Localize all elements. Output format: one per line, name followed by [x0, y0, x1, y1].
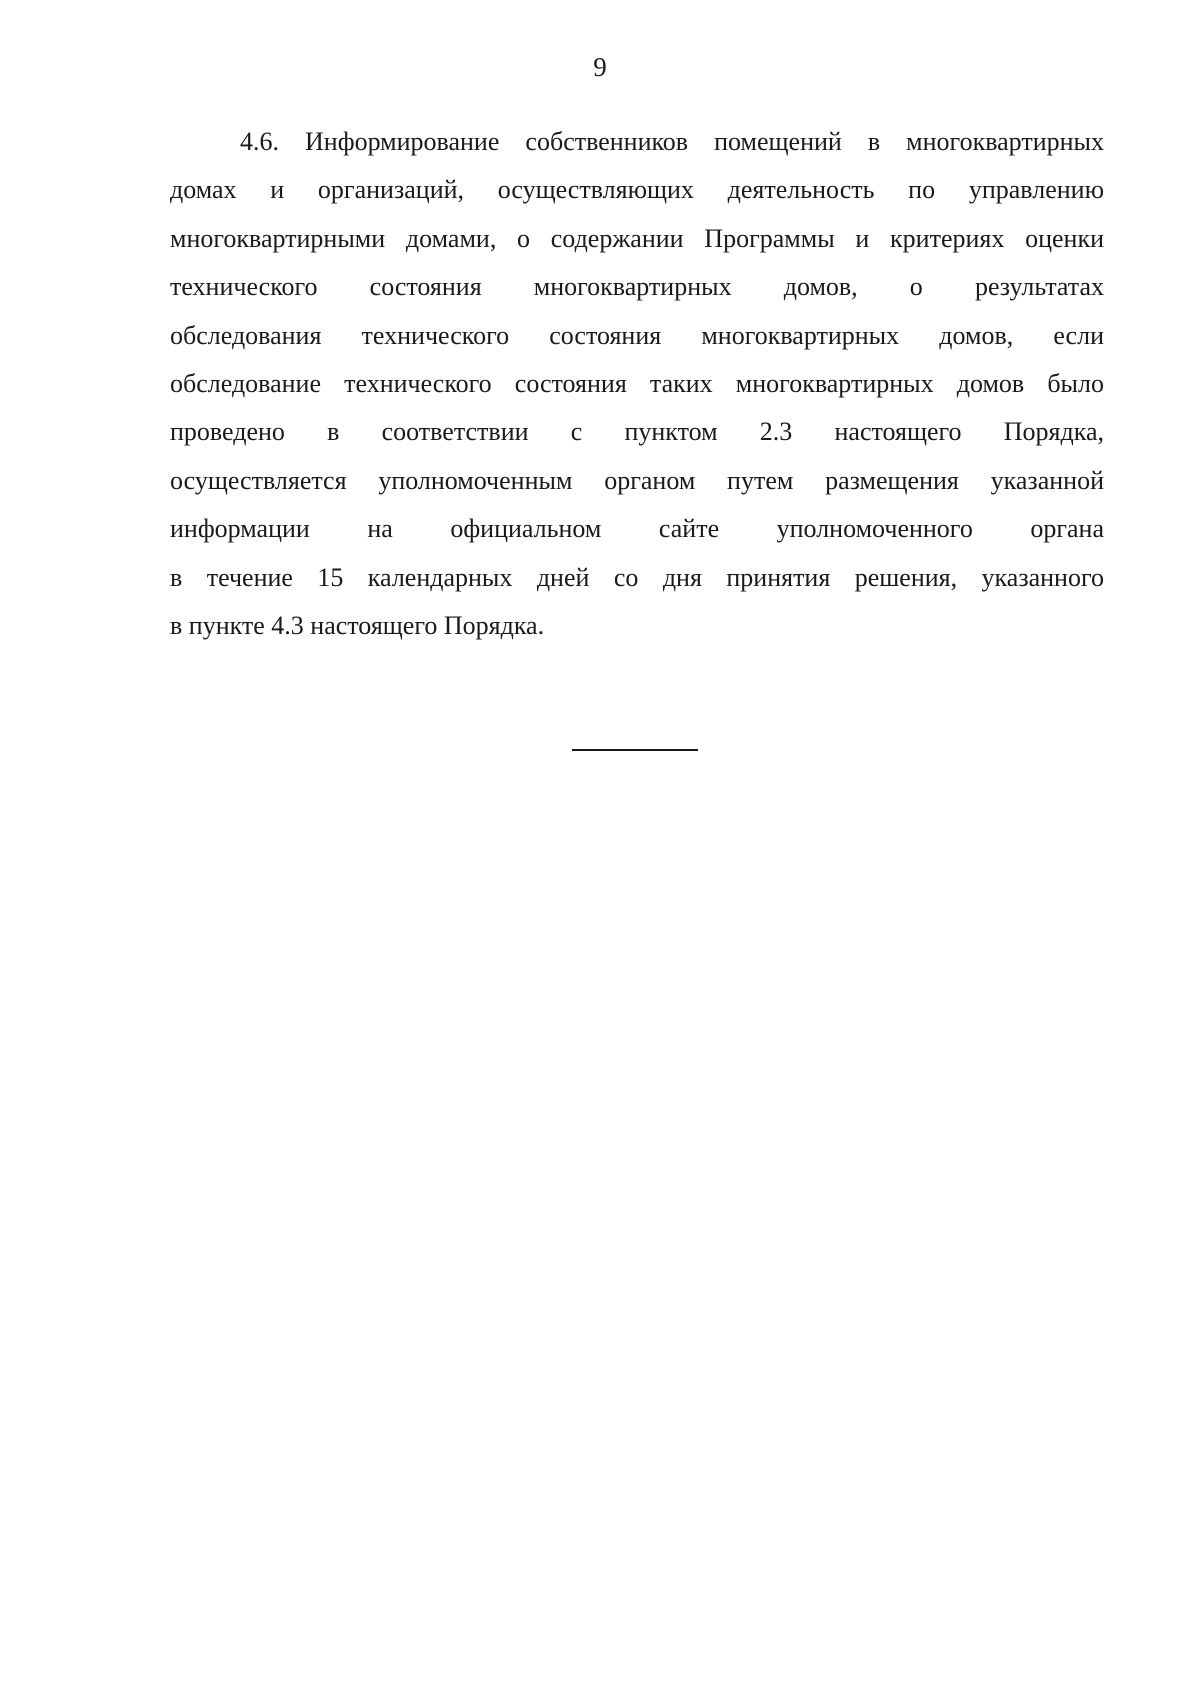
paragraph-line: осуществляется уполномоченным органом путем размещения указанной	[170, 465, 1104, 495]
paragraph-line: информации на официальном сайте уполномоченного органа	[170, 514, 1104, 544]
page-number: 9	[593, 52, 607, 82]
paragraph-line: обследования технического состояния многоквартирных домов, если	[170, 320, 1104, 350]
paragraph-line: 4.6. Информирование собственников помещений в многоквартирных	[240, 127, 1104, 156]
paragraph-line: домах и организаций, осуществляющих деятельность по управлению	[170, 175, 1104, 205]
paragraph-line: в пункте 4.3 настоящего Порядка.	[170, 610, 545, 640]
paragraph-line: в течение 15 календарных дней со дня принятия решения, указанного	[170, 562, 1104, 592]
closing-rule	[572, 749, 698, 751]
paragraph-line: проведено в соответствии с пунктом 2.3 настоящего Порядка,	[170, 417, 1104, 447]
paragraph-line: обследование технического состояния таких многоквартирных домов было	[170, 368, 1104, 398]
paragraph-line: многоквартирными домами, о содержании Программы и критериях оценки	[170, 223, 1104, 253]
paragraph-line: технического состояния многоквартирных домов, о результатах	[170, 272, 1104, 302]
section-4-6-paragraph	[170, 118, 1104, 650]
